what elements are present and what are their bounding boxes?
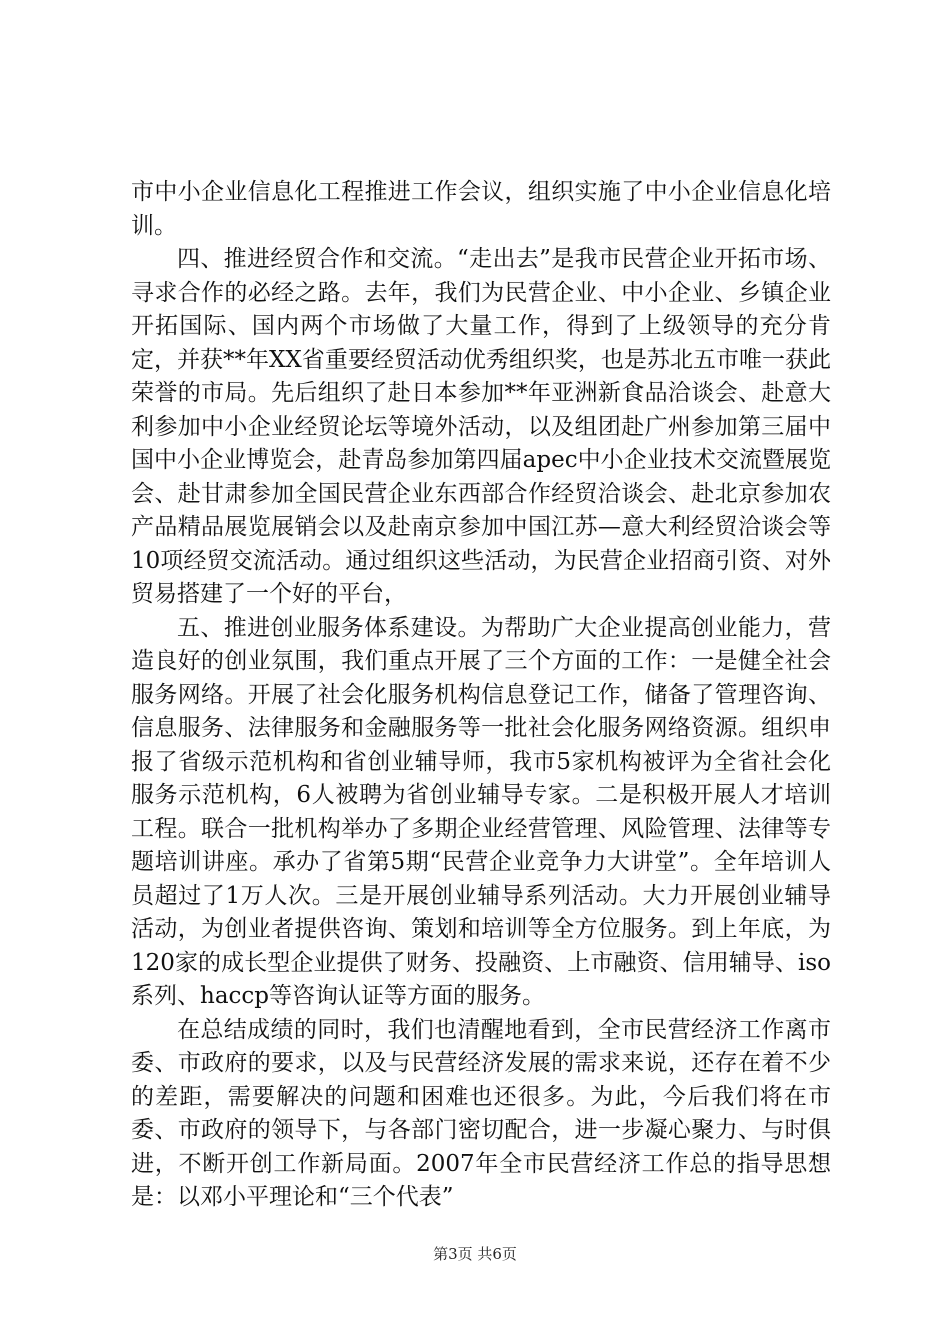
paragraph-entrepreneurship-services: 五、推进创业服务体系建设。为帮助广大企业提高创业能力，营造良好的创业氛围，我们重点开展了三个方面的工作：一是健全社会服务网络。开展了社会化服务机构信息登记工作，储备了管理咨询、信息服务、法律服务和金融服务等一批社会化服务网络资源。组织申报了省级示范机构和省创业辅导师，我市5家机构被评为全省社会化服务示范机构，6人被聘为省创业辅导专家。二是积极开展人才培训工程。联合一批机构举办了多期企业经营管理、风险管理、法律等专题培训讲座。承办了省第5期“民营企业竞争力大讲堂”。全年培训人员超过了1万人次。三是开展创业辅导系列活动。大力开展创业辅导活动，为创业者提供咨询、策划和培训等全方位服务。到上年底，为120家的成长型企业提供了财务、投融资、上市融资、信用辅导、iso系列、haccp等咨询认证等方面的服务。: [131, 614, 831, 1009]
paragraph-trade-cooperation: 四、推进经贸合作和交流。“走出去”是我市民营企业开拓市场、寻求合作的必经之路。去年，我们为民营企业、中小企业、乡镇企业开拓国际、国内两个市场做了大量工作，得到了上级领导的充分肯定，并获**年XX省重要经贸活动优秀组织奖，也是苏北五市唯一获此荣誉的市局。先后组织了赴日本参加**年亚洲新食品洽谈会、赴意大利参加中小企业经贸论坛等境外活动，以及组团赴广州参加第三届中国中小企业博览会，赴青岛参加第四届apec中小企业技术交流暨展览会、赴甘肃参加全国民营企业东西部合作经贸洽谈会、赴北京参加农产品精品展览展销会以及赴南京参加中国江苏—意大利经贸洽谈会等10项经贸交流活动。通过组织这些活动，为民营企业招商引资、对外贸易搭建了一个好的平台，: [131, 246, 831, 607]
paragraph-summary-outlook: 在总结成绩的同时，我们也清醒地看到，全市民营经济工作离市委、市政府的要求，以及与民营经济发展的需求来说，还存在着不少的差距，需要解决的问题和困难也还很多。为此，今后我们将在市委、市政府的领导下，与各部门密切配合，进一步凝心聚力、与时俱进，不断开创工作新局面。2007年全市民营经济工作总的指导思想是：以邓小平理论和“三个代表”: [131, 1016, 831, 1210]
paragraph-continuation: 市中小企业信息化工程推进工作会议，组织实施了中小企业信息化培训。: [131, 179, 831, 239]
page-footer: [0, 1243, 950, 1264]
document-body: [131, 176, 831, 1215]
page-number-label: 第3页 共6页: [433, 1245, 517, 1263]
